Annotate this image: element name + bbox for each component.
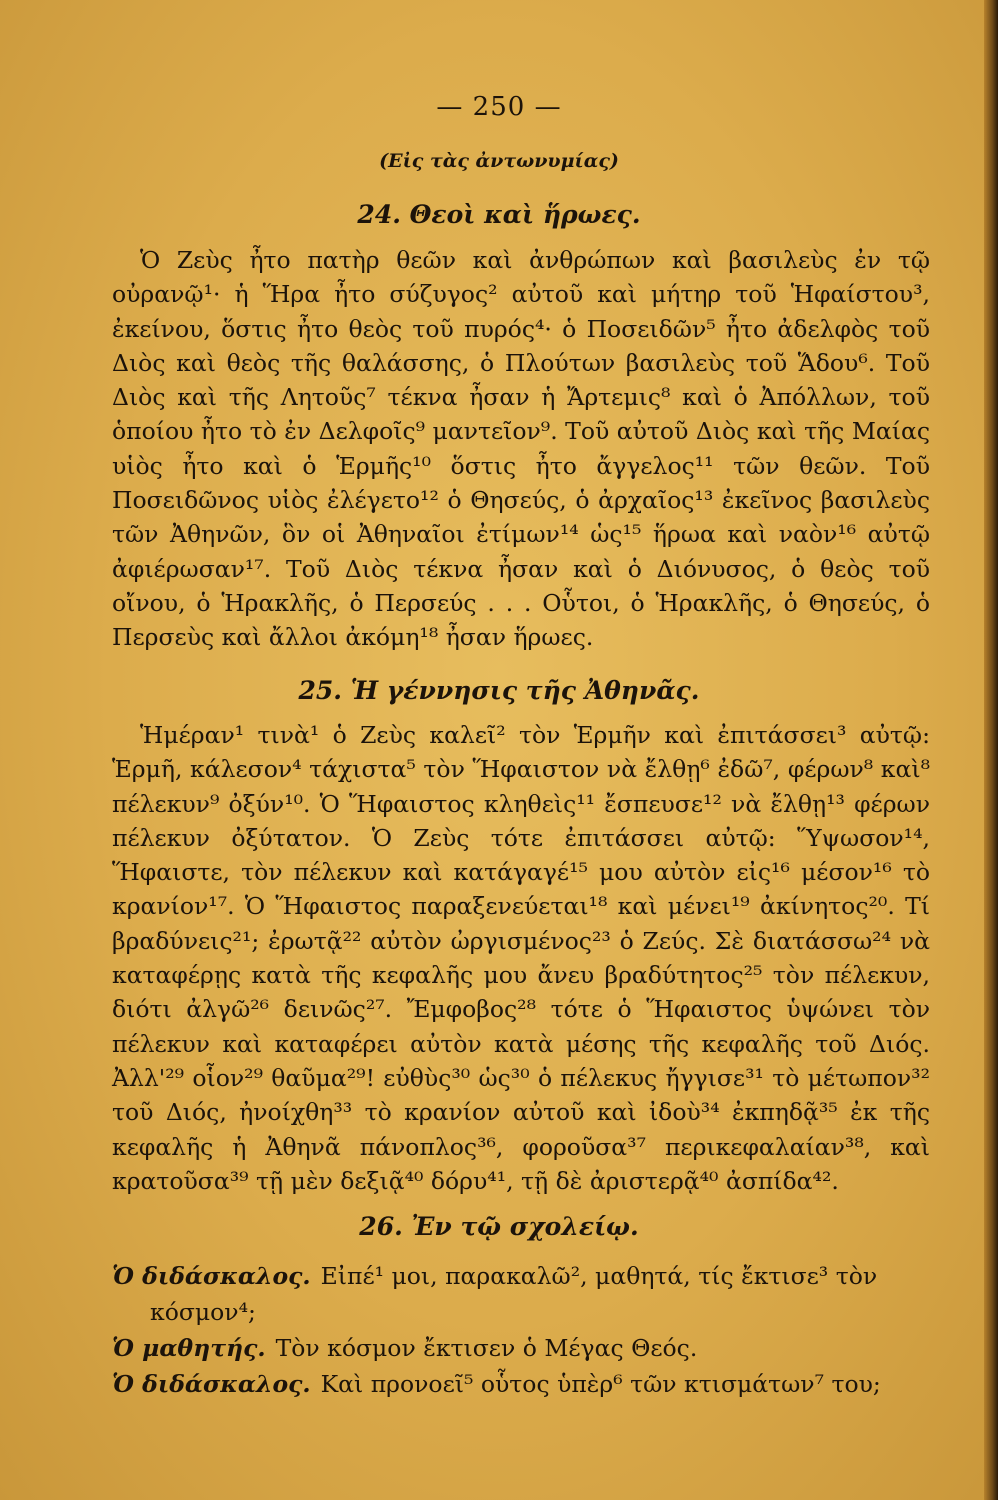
speaker-student: Ὁ μαθητής. bbox=[112, 1334, 266, 1362]
line-text: Καὶ προνοεῖ⁵ οὗτος ὑπὲρ⁶ τῶν κτισμάτων⁷ του; bbox=[320, 1370, 881, 1398]
section-26-heading: 26. Ἐν τῷ σχολείῳ. bbox=[359, 1212, 639, 1241]
section-25-text bbox=[112, 718, 930, 1198]
speaker-teacher: Ὁ διδάσκαλος. bbox=[112, 1370, 311, 1398]
section-25-paragraph: Ἡμέραν¹ τινὰ¹ ὁ Ζεὺς καλεῖ² τὸν Ἑρμῆν καὶ ἐπιτάσσει³ αὐτῷ: Ἑρμῆ, κάλεσον⁴ τάχιστα⁵ τὸν Ἥφαιστον νὰ ἔλθῃ⁶ ἐδῶ⁷, φέρων⁸ καὶ⁸ πέλεκυν⁹ ὀξύν¹⁰. Ὁ Ἥφαιστος κληθεὶς¹¹ ἔσπευσε¹² νὰ ἔλθῃ¹³ φέρων πέλεκυν ὀξύτατον. Ὁ Ζεὺς τότε ἐπιτάσσει αὐτῷ: Ὕψωσον¹⁴, Ἥφαιστε, τὸν πέλεκυν καὶ κατάγαγέ¹⁵ μου αὐτὸν εἰς¹⁶ μέσον¹⁶ τὸ κρανίον¹⁷. Ὁ Ἥφαιστος παραξενεύεται¹⁸ καὶ μένει¹⁹ ἀκίνητος²⁰. Τί βραδύνεις²¹; ἐρωτᾷ²² αὐτὸν ὠργισμένος²³ ὁ Ζεύς. Σὲ διατάσσω²⁴ νὰ καταφέρῃς κατὰ τῆς κεφαλῆς μου ἄνευ βραδύτητος²⁵ τὸν πέλεκυν, διότι ἀλγῶ²⁶ δεινῶς²⁷. Ἔμφοβος²⁸ τότε ὁ Ἥφαιστος ὑψώνει τὸν πέλεκυν καὶ καταφέρει αὐτὸν κατὰ μέσης τῆς κεφαλῆς τοῦ Διός. Ἀλλ'²⁹ οἷον²⁹ θαῦμα²⁹! εὐθὺς³⁰ ὡς³⁰ ὁ πέλεκυς ἤγγισε³¹ τὸ μέτωπον³² τοῦ Διός, ἠνοίχθη³³ τὸ κρανίον αὐτοῦ καὶ ἰδοὺ³⁴ ἐκπηδᾷ³⁵ ἐκ τῆς κεφαλῆς ἡ Ἀθηνᾶ πάνοπλος³⁶, φοροῦσα³⁷ περικεφαλαίαν³⁸, καὶ κρατοῦσα³⁹ τῇ μὲν δεξιᾷ⁴⁰ δόρυ⁴¹, τῇ δὲ ἀριστερᾷ⁴⁰ ἀσπίδα⁴². bbox=[112, 721, 930, 1195]
section-24-text bbox=[112, 243, 930, 655]
dialogue-line-continuation: κόσμον⁴; bbox=[150, 1298, 256, 1326]
line-text: Εἰπέ¹ μοι, παρακαλῶ², μαθητά, τίς ἔκτισε³ τὸν bbox=[320, 1262, 878, 1290]
section-25-heading: 25. Ἡ γέννησις τῆς Ἀθηνᾶς. bbox=[298, 676, 700, 705]
chapter-subtitle: (Εἰς τὰς ἀντωνυμίας) bbox=[379, 150, 619, 172]
section-26-dialogue bbox=[112, 1258, 942, 1402]
page-number: — 250 — bbox=[436, 92, 562, 122]
section-24-paragraph: Ὁ Ζεὺς ἦτο πατὴρ θεῶν καὶ ἀνθρώπων καὶ βασιλεὺς ἐν τῷ οὐρανῷ¹· ἡ Ἥρα ἦτο σύζυγος² αὐτοῦ καὶ μήτηρ τοῦ Ἡφαίστου³, ἐκείνου, ὅστις ἦτο θεὸς τοῦ πυρός⁴· ὁ Ποσειδῶν⁵ ἦτο ἀδελφὸς τοῦ Διὸς καὶ θεὸς τῆς θαλάσσης, ὁ Πλούτων βασιλεὺς τοῦ Ἅδου⁶. Τοῦ Διὸς καὶ τῆς Λητοῦς⁷ τέκνα ἦσαν ἡ Ἄρτεμις⁸ καὶ ὁ Ἀπόλλων, τοῦ ὁποίου ἦτο τὸ ἐν Δελφοῖς⁹ μαντεῖον⁹. Τοῦ αὐτοῦ Διὸς καὶ τῆς Μαίας υἱὸς ἦτο καὶ ὁ Ἑρμῆς¹⁰ ὅστις ἦτο ἄγγελος¹¹ τῶν θεῶν. Τοῦ Ποσειδῶνος υἱὸς ἐλέγετο¹² ὁ Θησεύς, ὁ ἀρχαῖος¹³ ἐκεῖνος βασιλεὺς τῶν Ἀθηνῶν, ὃν οἱ Ἀθηναῖοι ἐτίμων¹⁴ ὡς¹⁵ ἥρωα καὶ ναὸν¹⁶ αὐτῷ ἀφιέρωσαν¹⁷. Τοῦ Διὸς τέκνα ἦσαν καὶ ὁ Διόνυσος, ὁ θεὸς τοῦ οἴνου, ὁ Ἡρακλῆς, ὁ Περσεύς . . . Οὗτοι, ὁ Ἡρακλῆς, ὁ Θησεύς, ὁ Περσεὺς καὶ ἄλλοι ἀκόμη¹⁸ ἦσαν ἥρωες. bbox=[112, 246, 930, 652]
dialogue-line bbox=[112, 1330, 942, 1366]
dialogue-line bbox=[112, 1258, 942, 1294]
dialogue-line bbox=[112, 1366, 942, 1402]
line-text: Τὸν κόσμον ἔκτισεν ὁ Μέγας Θεός. bbox=[275, 1334, 698, 1362]
section-24-heading: 24. Θεοὶ καὶ ἥρωες. bbox=[357, 200, 641, 229]
speaker-teacher: Ὁ διδάσκαλος. bbox=[112, 1262, 311, 1290]
